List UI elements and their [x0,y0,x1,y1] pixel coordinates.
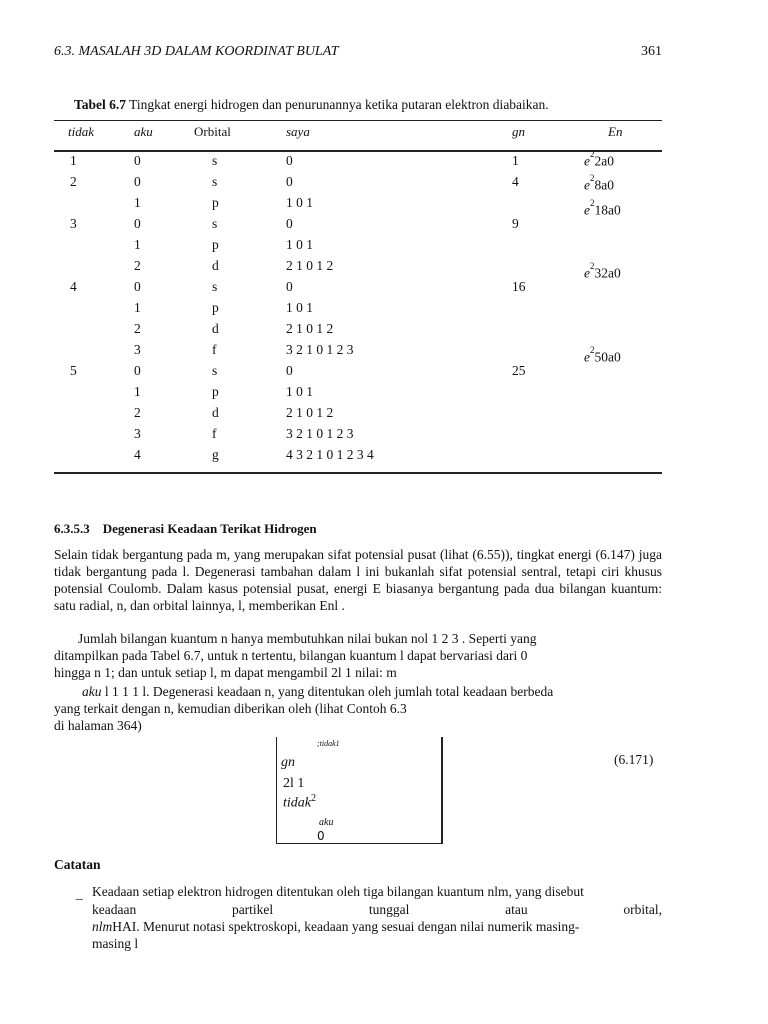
cell-l: 2 [134,405,141,420]
col-header-orbital: Orbital [194,124,231,139]
energy-expression [584,149,614,170]
cell-l: 0 [134,216,141,231]
cell-l: 0 [134,174,141,189]
cell-gn: 25 [512,363,526,378]
notes-word: orbital, [623,902,662,917]
cell-orbital: s [212,153,218,168]
paragraph-2-line-3: hingga n 1; dan untuk setiap l, m dapat mengambil 2l 1 nilai: m [54,665,397,680]
notes-line-4: masing l [92,936,139,951]
table-header-rule [54,150,662,152]
energy-exponent: 2 [590,261,595,271]
energy-denominator: 32a0 [594,265,621,281]
page-number: 361 [641,44,662,59]
cell-m: 1 0 1 [286,300,313,315]
cell-orbital: g [212,447,219,462]
cell-orbital: s [212,363,218,378]
cell-orbital: p [212,237,219,252]
equation-tidak-text: tidak [283,795,311,811]
paragraph-2-line-5: yang terkait dengan n, kemudian diberikan oleh (lihat Contoh 6.3 [54,701,407,716]
equation-gn: gn [281,755,295,770]
cell-m: 0 [286,279,293,294]
cell-gn: 4 [512,174,519,189]
energy-expression [584,345,621,366]
cell-m: 1 0 1 [286,195,313,210]
table-caption [74,97,674,113]
energy-e: e [584,202,590,218]
cell-m: 3 2 1 0 1 2 3 [286,426,354,441]
cell-m: 0 [286,216,293,231]
equation-term: 2l 1 [283,776,305,791]
running-head: 6.3. MASALAH 3D DALAM KOORDINAT BULAT [54,44,339,59]
bullet-marker: _ [76,886,83,901]
cell-l: 3 [134,342,141,357]
col-header-m: saya [286,124,310,139]
table-caption-label: Tabel 6.7 [74,97,127,112]
equation-zero: 0 [317,829,325,843]
col-header-l: aku [134,124,153,139]
cell-gn: 1 [512,153,519,168]
cell-orbital: s [212,279,218,294]
energy-exponent: 2 [590,198,595,208]
table-top-rule [54,120,662,121]
paragraph-2-line-1: Jumlah bilangan kuantum n hanya membutuhkan nilai bukan nol 1 2 3 . Seperti yang [78,631,537,646]
col-header-n: tidak [68,124,94,139]
section-title: Degenerasi Keadaan Terikat Hidrogen [102,521,317,536]
energy-denominator: 18a0 [594,202,621,218]
cell-l: 2 [134,321,141,336]
cell-orbital: p [212,384,219,399]
cell-l: 2 [134,258,141,273]
cell-n: 4 [70,279,77,294]
paragraph-2-line-4 [82,684,553,700]
cell-m: 3 2 1 0 1 2 3 [286,342,354,357]
col-header-en: En [608,124,623,139]
paragraph-2-line-6: di halaman 364) [54,718,142,733]
cell-orbital: d [212,405,219,420]
table-caption-text: Tingkat energi hidrogen dan penurunannya ketika putaran elektron diabaikan. [126,97,549,112]
equation-tidak [283,793,316,812]
notes-line-2 [92,902,662,918]
cell-m: 2 1 0 1 2 [286,258,334,273]
cell-n: 5 [70,363,77,378]
cell-orbital: f [212,426,217,441]
energy-expression [584,173,614,194]
cell-m: 0 [286,174,293,189]
cell-m: 1 0 1 [286,237,313,252]
cell-l: 1 [134,195,141,210]
cell-gn: 16 [512,279,526,294]
cell-l: 0 [134,363,141,378]
aku-italic: aku [82,684,102,699]
energy-denominator: 8a0 [594,177,614,193]
section-heading [54,521,317,537]
notes-word: tunggal [368,902,410,917]
cell-m: 2 1 0 1 2 [286,321,334,336]
cell-m: 2 1 0 1 2 [286,405,334,420]
paragraph-1: Selain tidak bergantung pada m, yang merupakan sifat potensial pusat (lihat (6.55)), tingkat energi (6.147) juga tidak bergantung pada l. Degenerasi tambahan dalam l ini bukanlah sifat potensial sentral, tetapi ciri khusus potensial Coulomb. Dalam kasus potensial pusat, energi E biasanya bergantung pada dua bilangan kuantum: satu radial, n, dan orbital lainnya, l, memberikan Enl . [54,547,662,613]
energy-denominator: 50a0 [594,349,621,365]
cell-orbital: f [212,342,217,357]
notes-heading: Catatan [54,857,101,872]
cell-orbital: d [212,258,219,273]
notes-word: partikel [231,902,274,917]
cell-n: 2 [70,174,77,189]
cell-n: 3 [70,216,77,231]
equation-aku: aku [319,817,334,828]
cell-m: 1 0 1 [286,384,313,399]
cell-m: 0 [286,153,293,168]
energy-e: e [584,177,590,193]
energy-expression [584,261,621,282]
cell-l: 1 [134,237,141,252]
energy-exponent: 2 [590,173,595,183]
cell-m: 4 3 2 1 0 1 2 3 4 [286,447,374,462]
notes-word: keadaan [92,902,137,917]
cell-l: 1 [134,384,141,399]
cell-l: 1 [134,300,141,315]
cell-orbital: s [212,174,218,189]
cell-orbital: p [212,195,219,210]
energy-e: e [584,349,590,365]
energy-denominator: 2a0 [594,153,614,169]
col-header-gn: gn [512,124,525,139]
cell-n: 1 [70,153,77,168]
cell-l: 0 [134,153,141,168]
cell-orbital: p [212,300,219,315]
table-bottom-rule [54,472,662,474]
equation-exponent: 2 [311,793,316,804]
energy-e: e [584,265,590,281]
notes-word: atau [505,902,528,917]
paragraph-2-line-2: ditampilkan pada Tabel 6.7, untuk n tertentu, bilangan kuantum l dapat bervariasi dari 0 [54,648,528,663]
notes-line-3 [92,919,579,935]
equation-box [276,737,443,844]
section-number: 6.3.5.3 [54,521,90,536]
cell-l: 4 [134,447,141,462]
equation-number: (6.171) [614,752,654,767]
cell-orbital: d [212,321,219,336]
cell-m: 0 [286,363,293,378]
equation-top-small: ;tidak1 [317,739,340,748]
cell-l: 3 [134,426,141,441]
energy-exponent: 2 [590,345,595,355]
notes-line-1: Keadaan setiap elektron hidrogen ditentukan oleh tiga bilangan kuantum nlm, yang disebut [92,884,584,899]
energy-exponent: 2 [590,149,595,159]
cell-gn: 9 [512,216,519,231]
notes-line-3-rest: HAI. Menurut notasi spektroskopi, keadaan yang sesuai dengan nilai numerik masing- [112,919,580,934]
cell-orbital: s [212,216,218,231]
energy-e: e [584,153,590,169]
cell-l: 0 [134,279,141,294]
paragraph-2-line-4-rest: l 1 1 1 l. Degenerasi keadaan n, yang ditentukan oleh jumlah total keadaan berbeda [101,684,554,699]
nlm-italic: nlm [92,919,113,934]
energy-expression [584,198,621,219]
